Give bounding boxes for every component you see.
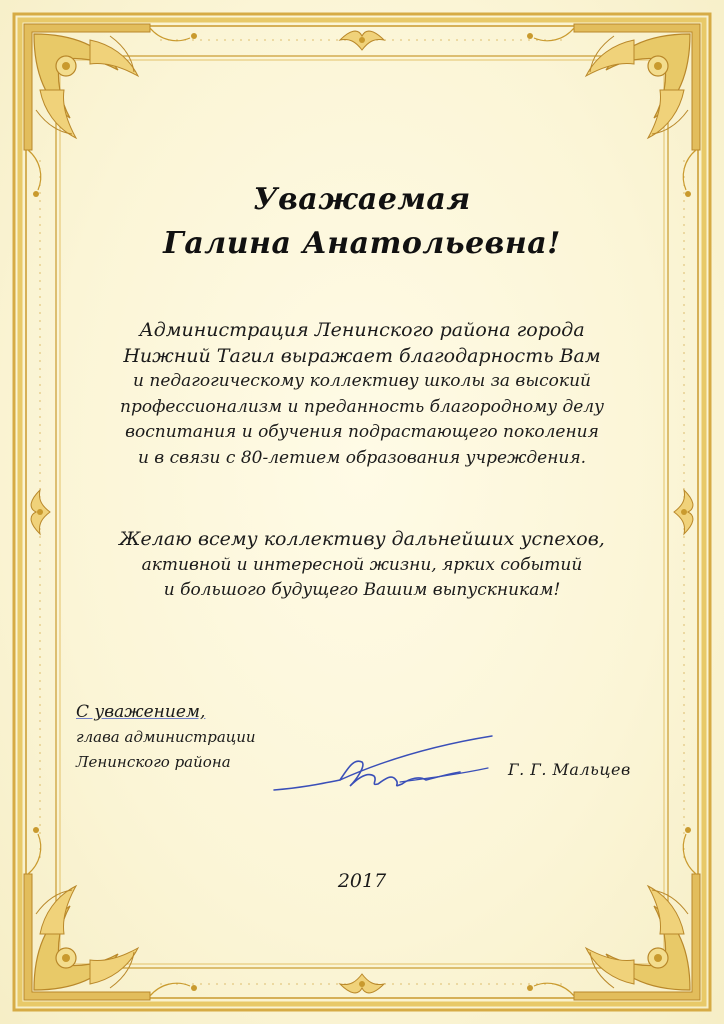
handwritten-signature (270, 728, 500, 798)
paragraph-line: активной и интересной жизни, ярких событий (141, 554, 583, 575)
signer-name: Г. Г. Мальцев (508, 760, 631, 779)
paragraph-line: и большого будущего Вашим выпускникам! (163, 580, 561, 600)
paragraph-line: Желаю всему коллективу дальнейших успехов, (119, 528, 605, 550)
regards-text: С уважением, (76, 702, 206, 722)
paragraph-line: и педагогическому коллективу школы за высокий (133, 371, 591, 391)
signature-block (76, 700, 256, 775)
salutation-line-2: Галина Анатольевна! (163, 226, 561, 261)
paragraph-line: Нижний Тагил выражает благодарность Вам (123, 344, 601, 367)
position-line-2: Ленинского района (76, 753, 231, 771)
gratitude-paragraph (100, 318, 624, 471)
paragraph-line: Администрация Ленинского района города (139, 319, 585, 341)
year: 2017 (337, 870, 387, 892)
paragraph-line: воспитания и обучения подрастающего поколения (125, 422, 599, 442)
paragraph-line: и в связи с 80-летием образования учреждения. (137, 447, 587, 468)
salutation-line-1: Уважаемая (253, 182, 471, 217)
paragraph-line: профессионализм и преданность благородному делу (120, 396, 604, 417)
wishes-paragraph (100, 527, 624, 604)
position-line-1: глава администрации (76, 728, 256, 746)
